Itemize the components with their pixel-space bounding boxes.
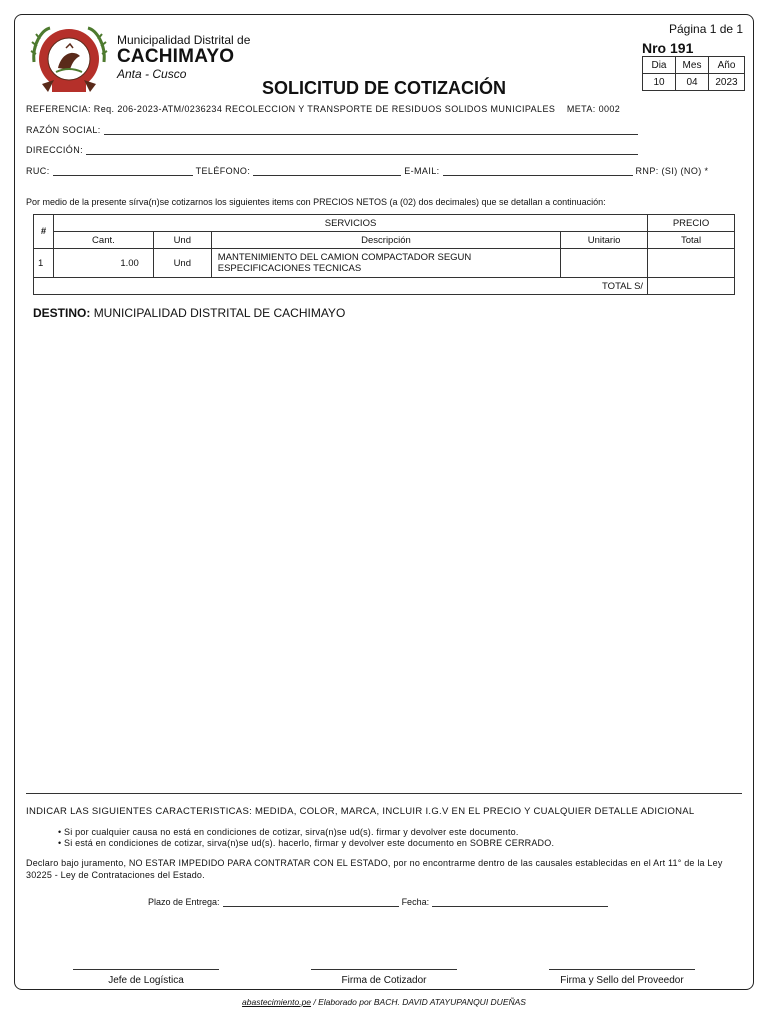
ruc-field[interactable] — [53, 166, 193, 176]
col-total-header: Total — [648, 232, 735, 249]
fecha-label: Fecha: — [401, 897, 430, 907]
contact-row — [26, 166, 708, 176]
ruc-label: RUC: — [26, 166, 50, 176]
telefono-field[interactable] — [253, 166, 401, 176]
destino-line — [33, 306, 345, 320]
intro-text: Por medio de la presente sírva(n)se cotizarnos los siguientes items con PRECIOS NETOS (a (02) dos decimales) que se detallan a continuación: — [26, 197, 606, 207]
destino-value: MUNICIPALIDAD DISTRITAL DE CACHIMAYO — [93, 306, 346, 320]
footer-credit: / Elaborado por BACH. DAVID ATAYUPANQUI DUEÑAS — [311, 997, 526, 1007]
items-table — [33, 214, 735, 295]
date-day: 10 — [643, 74, 676, 91]
plazo-row — [148, 897, 611, 907]
divider — [26, 793, 742, 794]
sworn-declaration: Declaro bajo juramento, NO ESTAR IMPEDIDO PARA CONTRATAR CON EL ESTADO, por no encontrarme dentro de las causales establecidas en el Art 11° de la Ley 30225 - Ley de Contrataciones del Estado. — [26, 858, 723, 880]
date-year: 2023 — [709, 74, 745, 91]
items-precio-header: PRECIO — [648, 215, 735, 232]
razon-social-label: RAZÓN SOCIAL: — [26, 125, 101, 135]
rnp-label: RNP: (SI) (NO) * — [635, 166, 709, 176]
destino-label: DESTINO: — [33, 306, 91, 320]
municipality-prefix: Municipalidad Distrital de — [117, 33, 251, 47]
plazo-field[interactable] — [223, 897, 399, 907]
row-description-line-1: MANTENIMIENTO DEL CAMION COMPACTADOR SEGUN — [217, 252, 472, 263]
signature-cotizador: Firma de Cotizador — [311, 969, 457, 986]
signature-proveedor: Firma y Sello del Proveedor — [549, 969, 695, 986]
list-item: • Si por cualquier causa no está en condiciones de cotizar, sirva(n)se ud(s). firmar y devolver este documento. — [58, 827, 519, 837]
row-total-price[interactable] — [648, 249, 735, 278]
row-num: 1 — [34, 249, 54, 278]
municipality-region: Anta - Cusco — [117, 67, 187, 81]
row-description-line-2: ESPECIFICACIONES TECNICAS — [217, 263, 362, 274]
instructions-list — [58, 827, 554, 849]
direccion-field[interactable] — [86, 145, 638, 155]
fecha-field[interactable] — [432, 897, 608, 907]
email-field[interactable] — [443, 166, 633, 176]
row-description — [211, 249, 560, 278]
razon-social-field[interactable] — [104, 125, 638, 135]
signature-jefe-logistica: Jefe de Logística — [73, 969, 219, 986]
items-servicios-header: SERVICIOS — [53, 215, 647, 232]
date-header-year: Año — [709, 57, 745, 74]
row-und: Und — [153, 249, 211, 278]
municipality-name: CACHIMAYO — [117, 46, 235, 67]
col-cant-header: Cant. — [53, 232, 153, 249]
characteristics-note: INDICAR LAS SIGUIENTES CARACTERISTICAS: MEDIDA, COLOR, MARCA, INCLUIR I.G.V EN EL PRECIO Y CUALQUIER DETALLE ADICIONAL — [26, 806, 695, 817]
date-header-day: Dia — [643, 57, 676, 74]
date-header-month: Mes — [676, 57, 709, 74]
col-und-header: Und — [153, 232, 211, 249]
footer — [0, 997, 768, 1007]
reference-line: REFERENCIA: Req. 206-2023-ATM/0236234 RECOLECCION Y TRANSPORTE DE RESIDUOS SOLIDOS MUNICIPALES META: 0002 — [26, 104, 621, 114]
col-unit-header: Unitario — [561, 232, 648, 249]
total-label: TOTAL S/ — [34, 278, 648, 295]
plazo-label: Plazo de Entrega: — [148, 897, 220, 907]
document-title: SOLICITUD DE COTIZACIÓN — [262, 78, 506, 98]
col-desc-header: Descripción — [211, 232, 560, 249]
list-item: • Si está en condiciones de cotizar, sirva(n)se ud(s). hacerlo, firmar y devolver este documento en SOBRE CERRADO. — [58, 838, 555, 848]
row-cant: 1.00 — [53, 249, 153, 278]
row-unit-price[interactable] — [561, 249, 648, 278]
total-value[interactable] — [648, 278, 735, 295]
direccion-row — [26, 145, 641, 155]
razon-social-row — [26, 125, 641, 135]
telefono-label: TELÉFONO: — [195, 166, 251, 176]
email-label: E-MAIL: — [404, 166, 440, 176]
footer-link[interactable]: abastecimiento.pe — [242, 997, 312, 1007]
page-label: Página 1 de 1 — [669, 22, 744, 36]
document-number: Nro 191 — [642, 40, 694, 56]
items-hash-header: # — [34, 215, 54, 249]
direccion-label: DIRECCIÓN: — [26, 145, 84, 155]
table-row — [34, 249, 735, 278]
date-month: 04 — [676, 74, 709, 91]
